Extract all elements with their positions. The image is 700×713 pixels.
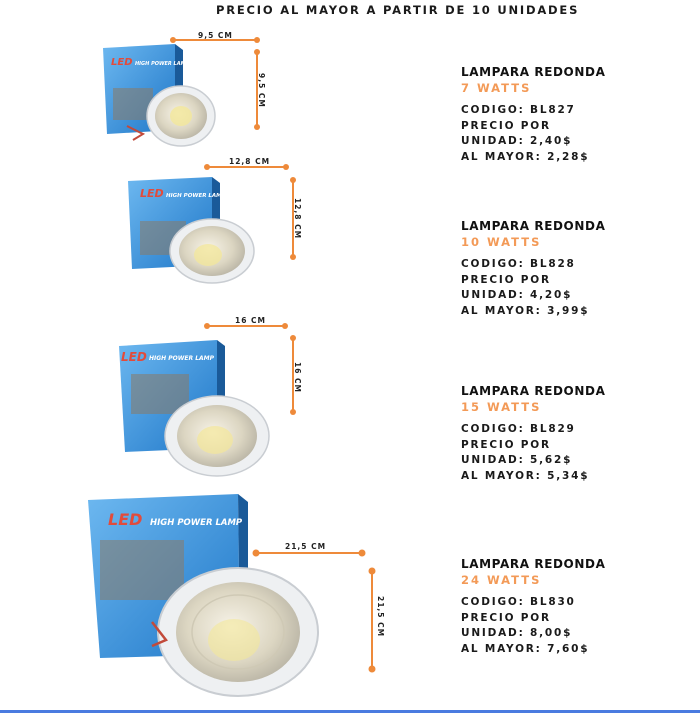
price-label: PRECIO POR xyxy=(461,119,551,132)
price-label: PRECIO POR xyxy=(461,611,551,624)
unit-price: UNIDAD: 5,62$ xyxy=(461,454,573,466)
width-dimension: 21,5 CM xyxy=(285,542,327,551)
product-code: CODIGO: BL829 xyxy=(461,423,576,435)
height-dimension: 21,5 CM xyxy=(376,596,385,638)
product-code: CODIGO: BL827 xyxy=(461,104,576,116)
box-brand: LED xyxy=(111,57,133,68)
product-code: CODIGO: BL828 xyxy=(461,258,576,270)
wholesale-price: AL MAYOR: 7,60$ xyxy=(461,642,590,655)
product-title: LAMPARA REDONDA xyxy=(461,557,606,571)
product-watts: 7 WATTS xyxy=(461,81,532,95)
product-watts: 10 WATTS xyxy=(461,235,542,249)
wholesale-price: AL MAYOR: 5,34$ xyxy=(461,469,590,482)
product-info xyxy=(461,556,605,657)
unit-price: UNIDAD: 8,00$ xyxy=(461,627,573,639)
box-label: HIGH POWER LAMP xyxy=(149,355,215,362)
product-title: LAMPARA REDONDA xyxy=(461,384,606,398)
wholesale-price: AL MAYOR: 2,28$ xyxy=(461,150,590,163)
box-brand: LED xyxy=(121,350,147,364)
unit-price: UNIDAD: 4,20$ xyxy=(461,289,573,301)
box-label: HIGH POWER LAMP xyxy=(135,61,190,67)
width-dimension: 12,8 CM xyxy=(229,157,271,166)
box-label: HIGH POWER LAMP xyxy=(166,193,226,199)
product-watts: 15 WATTS xyxy=(461,400,542,414)
unit-price: UNIDAD: 2,40$ xyxy=(461,135,573,147)
box-brand: LED xyxy=(108,510,143,529)
height-dimension: 12,8 CM xyxy=(293,198,302,240)
page-header: PRECIO AL MAYOR A PARTIR DE 10 UNIDADES xyxy=(216,3,580,17)
height-dimension: 9,5 CM xyxy=(257,73,266,108)
height-dimension: 16 CM xyxy=(293,362,302,394)
product-title: LAMPARA REDONDA xyxy=(461,219,606,233)
product-watts: 24 WATTS xyxy=(461,573,542,587)
box-label: HIGH POWER LAMP xyxy=(150,518,243,528)
box-brand: LED xyxy=(140,187,164,200)
width-dimension: 16 CM xyxy=(235,316,267,325)
product-title: LAMPARA REDONDA xyxy=(461,65,606,79)
wholesale-price: AL MAYOR: 3,99$ xyxy=(461,304,590,317)
price-label: PRECIO POR xyxy=(461,438,551,451)
width-dimension: 9,5 CM xyxy=(198,31,233,40)
product-code: CODIGO: BL830 xyxy=(461,596,576,608)
price-label: PRECIO POR xyxy=(461,273,551,286)
